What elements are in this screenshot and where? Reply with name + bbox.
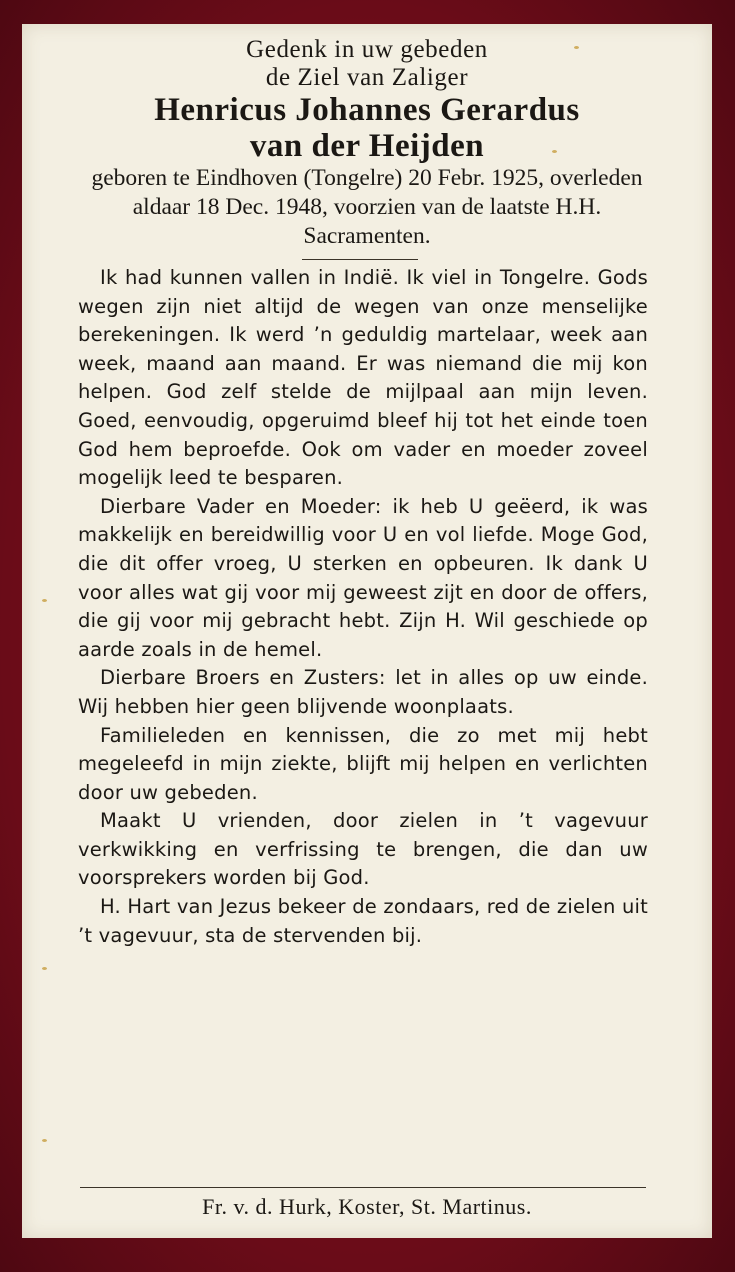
- paragraph-friends: Maakt U vrienden, door zielen in ’t vagevuur verkwikking en verfrissing te brengen, die dan uw voorsprekers worden bij God.: [78, 809, 648, 890]
- paragraph-testimony: Ik had kunnen vallen in Indië. Ik viel in Tongelre. Gods wegen zijn niet altijd de wegen van onze menselijke berekeningen. Ik werd ’n geduldig martelaar, week aan week, maand aan maand. Er was niemand die mij kon helpen. God zelf stelde de mijlpaal aan mijn leven. Goed, eenvoudig, opgeruimd bleef hij tot het einde toen God hem beproefde. Ook om vader en moeder zoveel mogelijk leed te besparen.: [78, 266, 648, 490]
- memorial-card: [22, 24, 712, 1238]
- card-header: [22, 36, 712, 251]
- footer-divider: [80, 1187, 646, 1188]
- paragraph-parents: Dierbare Vader en Moeder: ik heb U geëerd, ik was makkelijk en bereidwillig voor U en vol liefde. Moge God, die dit offer vroeg, U sterken en opbeuren. Ik dank U voor alles wat gij voor mij geweest zijt en door de offers, die gij voor mij gebracht hebt. Zijn H. Wil geschiede op aarde zoals in de hemel.: [78, 494, 648, 661]
- paper-speck: [42, 599, 47, 602]
- paragraph-siblings: Dierbare Broers en Zusters: let in alles op uw einde. Wij hebben hier geen blijvende woonplaats.: [78, 666, 648, 718]
- paragraph-family: Familieleden en kennissen, die zo met mij hebt megeleefd in mijn ziekte, blijft mij helpen en verlichten door uw gebeden.: [78, 723, 648, 804]
- paper-speck: [42, 1139, 47, 1142]
- deceased-name-line-1: Henricus Johannes Gerardus: [154, 92, 580, 128]
- header-divider: [302, 259, 418, 260]
- paper-speck: [42, 967, 47, 970]
- intro-line-1: Gedenk in uw gebeden: [246, 36, 488, 63]
- paragraph-prayer: H. Hart van Jezus bekeer de zondaars, red de zielen uit ’t vagevuur, sta de stervenden bij.: [78, 895, 648, 947]
- deceased-name-line-2: van der Heijden: [249, 128, 485, 164]
- birth-death-details: geboren te Eindhoven (Tongelre) 20 Febr. 1925, overleden aldaar 18 Dec. 1948, voorzien van de laatste H.H. Sacramenten.: [91, 165, 643, 249]
- paper-speck: [574, 46, 579, 49]
- paper-speck: [552, 150, 557, 153]
- printer-credit: Fr. v. d. Hurk, Koster, St. Martinus.: [202, 1194, 532, 1219]
- intro-line-2: de Ziel van Zaliger: [265, 64, 469, 91]
- memorial-text: [78, 264, 648, 950]
